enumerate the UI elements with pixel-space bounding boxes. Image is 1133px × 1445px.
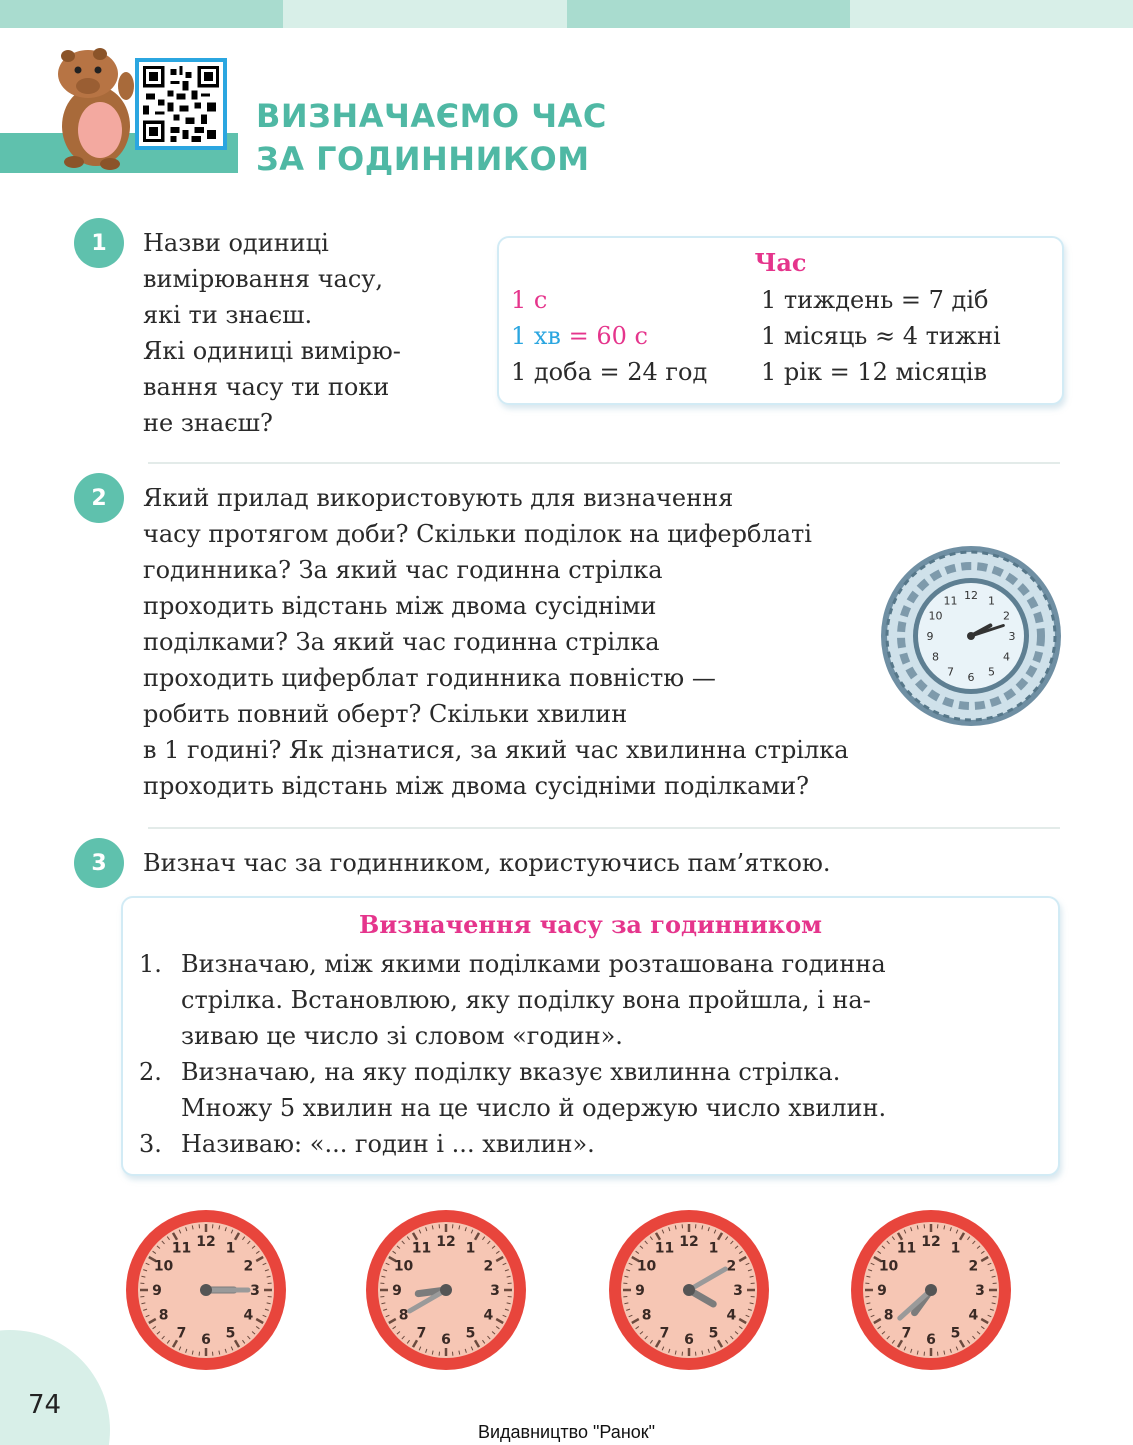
clock-numeral: 3 <box>490 1283 500 1299</box>
unit-day: 1 доба = 24 год <box>511 358 708 386</box>
clock-numeral: 2 <box>243 1258 254 1275</box>
task-2-line: поділками? За який час годинна стрілка <box>143 628 660 656</box>
top-stripe-3 <box>567 0 850 28</box>
memo-item-text: Визначаю, на яку поділку вказує хвилинна стрілка. <box>181 1058 841 1086</box>
memo-item-1 <box>139 946 886 982</box>
time-box-title: Час <box>754 248 807 277</box>
page-title-line-2: ЗА ГОДИННИКОМ <box>256 140 590 178</box>
clock-numeral: 6 <box>926 1332 936 1348</box>
clock-3 <box>604 1207 774 1373</box>
task-2-number: 2 <box>74 473 124 523</box>
clock-numeral: 12 <box>921 1234 941 1250</box>
clock-numeral: 6 <box>441 1332 451 1348</box>
page-title-line-1: ВИЗНАЧАЄМО ЧАС <box>256 97 607 135</box>
ornate-clock-numeral: 5 <box>988 665 995 679</box>
clock-2 <box>361 1207 531 1373</box>
task-1-line: вимірювання часу, <box>143 265 384 293</box>
ornate-clock-numeral: 2 <box>1003 609 1011 623</box>
memo-item-2 <box>139 1054 840 1090</box>
page-title <box>256 95 607 181</box>
clock-numeral: 12 <box>436 1234 456 1250</box>
unit-year: 1 рік = 12 місяців <box>761 358 988 386</box>
task-2-line: Який прилад використовують для визначення <box>143 484 734 512</box>
unit-second: 1 с <box>511 286 548 314</box>
divider-1 <box>148 462 1060 464</box>
clock-numeral: 5 <box>465 1325 476 1342</box>
clock-4 <box>846 1207 1016 1373</box>
task-2-line: проходить відстань між двома сусідніми поділками? <box>143 772 810 800</box>
clock-numeral: 9 <box>635 1283 645 1299</box>
memo-item-1-cont: зиваю це число зі словом «годин». <box>181 1022 623 1050</box>
memo-box <box>121 896 1060 1176</box>
clock-numeral: 5 <box>950 1325 961 1342</box>
clock-numeral: 9 <box>152 1283 162 1299</box>
task-3-number: 3 <box>74 838 124 888</box>
clock-numeral: 4 <box>726 1307 737 1324</box>
divider-2 <box>148 827 1060 829</box>
task-2-line: проходить циферблат годинника повністю — <box>143 664 716 692</box>
clock-numeral: 9 <box>877 1283 887 1299</box>
clock-numeral: 12 <box>196 1234 216 1250</box>
memo-item-number: 3. <box>139 1130 162 1158</box>
clock-numeral: 10 <box>393 1258 414 1275</box>
clock-center-pin <box>200 1284 212 1296</box>
clock-numeral: 1 <box>950 1240 961 1257</box>
qr-code-icon[interactable] <box>135 58 227 150</box>
clock-center-pin <box>440 1284 452 1296</box>
ornate-clock-numeral: 12 <box>964 589 978 602</box>
clock-numeral: 8 <box>883 1307 894 1324</box>
top-stripe-4 <box>850 0 1133 28</box>
clock-numeral: 7 <box>416 1325 427 1342</box>
page-number: 74 <box>28 1390 62 1420</box>
top-stripe-2 <box>283 0 567 28</box>
clock-numeral: 7 <box>901 1325 912 1342</box>
ornate-clock-numeral: 1 <box>988 594 995 608</box>
memo-item-1-cont: стрілка. Встановлюю, яку поділку вона пройшла, і на- <box>181 986 871 1014</box>
clock-numeral: 10 <box>153 1258 174 1275</box>
clock-numeral: 6 <box>201 1332 211 1348</box>
ornate-clock-numeral: 3 <box>1008 630 1016 643</box>
task-2-line: годинника? За який час годинна стрілка <box>143 556 663 584</box>
clock-numeral: 11 <box>654 1240 675 1257</box>
task-1-text <box>143 225 401 441</box>
unit-minute-name: 1 хв <box>511 322 561 350</box>
memo-item-3 <box>139 1126 595 1162</box>
task-3-text: Визнач час за годинником, користуючись пам’яткою. <box>143 849 831 877</box>
clock-center-pin <box>683 1284 695 1296</box>
task-1-line: не знаєш? <box>143 409 273 437</box>
clock-numeral: 1 <box>225 1240 236 1257</box>
unit-month: 1 місяць ≈ 4 тижні <box>761 322 1001 350</box>
capybara-mascot-icon <box>48 34 138 170</box>
memo-item-text: Називаю: «... годин і ... хвилин». <box>181 1130 595 1158</box>
memo-item-text: Визначаю, між якими поділками розташована годинна <box>181 950 886 978</box>
clock-numeral: 10 <box>636 1258 657 1275</box>
clock-numeral: 9 <box>392 1283 402 1299</box>
clock-numeral: 3 <box>250 1283 260 1299</box>
ornate-clock-numeral: 11 <box>943 594 958 608</box>
task-1-line: Назви одиниці <box>143 229 329 257</box>
clock-numeral: 11 <box>411 1240 432 1257</box>
memo-title: Визначення часу за годинником <box>359 910 822 939</box>
task-2-line: проходить відстань між двома сусідніми <box>143 592 657 620</box>
clock-numeral: 7 <box>176 1325 187 1342</box>
clock-numeral: 3 <box>975 1283 985 1299</box>
ornate-clock-numeral: 6 <box>967 671 975 684</box>
time-units-box <box>497 236 1064 405</box>
publisher: Видавництво "Ранок" <box>477 1422 656 1442</box>
clock-numeral: 11 <box>171 1240 192 1257</box>
task-1-number: 1 <box>74 218 124 268</box>
task-2-text <box>143 480 849 804</box>
clock-numeral: 12 <box>679 1234 699 1250</box>
memo-item-number: 2. <box>139 1058 162 1086</box>
ornate-clock-numeral: 7 <box>947 665 954 679</box>
clock-numeral: 6 <box>684 1332 694 1348</box>
clock-numeral: 4 <box>483 1307 494 1324</box>
clock-numeral: 8 <box>641 1307 652 1324</box>
ornate-clock-numeral: 10 <box>928 609 943 623</box>
clock-numeral: 2 <box>726 1258 737 1275</box>
task-2-line: в 1 годині? Як дізнатися, за який час хвилинна стрілка <box>143 736 849 764</box>
clock-numeral: 4 <box>968 1307 979 1324</box>
memo-item-number: 1. <box>139 950 162 978</box>
top-stripe-1 <box>0 0 283 28</box>
clock-numeral: 5 <box>708 1325 719 1342</box>
ornate-clock-numeral: 4 <box>1003 650 1011 664</box>
clock-numeral: 11 <box>896 1240 917 1257</box>
clock-numeral: 2 <box>968 1258 979 1275</box>
unit-week: 1 тиждень = 7 діб <box>761 286 989 314</box>
ornate-clock-illustration <box>878 543 1064 729</box>
clock-numeral: 3 <box>733 1283 743 1299</box>
clock-numeral: 4 <box>243 1307 254 1324</box>
clock-numeral: 10 <box>878 1258 899 1275</box>
ornate-clock-numeral: 8 <box>931 650 939 664</box>
task-2-line: робить повний оберт? Скільки хвилин <box>143 700 628 728</box>
clock-numeral: 2 <box>483 1258 494 1275</box>
clock-numeral: 8 <box>158 1307 169 1324</box>
unit-minute-value: = 60 с <box>560 322 648 350</box>
clock-numeral: 1 <box>465 1240 476 1257</box>
clock-numeral: 1 <box>708 1240 719 1257</box>
task-1-line: які ти знаєш. <box>143 301 313 329</box>
clock-numeral: 8 <box>398 1307 409 1324</box>
memo-item-2-cont: Множу 5 хвилин на це число й одержую число хвилин. <box>181 1094 887 1122</box>
ornate-clock-numeral: 9 <box>926 630 934 643</box>
clock-numeral: 5 <box>225 1325 236 1342</box>
task-1-line: вання часу ти поки <box>143 373 390 401</box>
task-2-line: часу протягом доби? Скільки поділок на циферблаті <box>143 520 812 548</box>
clock-numeral: 7 <box>659 1325 670 1342</box>
unit-minute <box>511 322 648 350</box>
task-1-line: Які одиниці вимірю- <box>143 337 401 365</box>
clock-1 <box>121 1207 291 1373</box>
clock-center-pin <box>925 1284 937 1296</box>
